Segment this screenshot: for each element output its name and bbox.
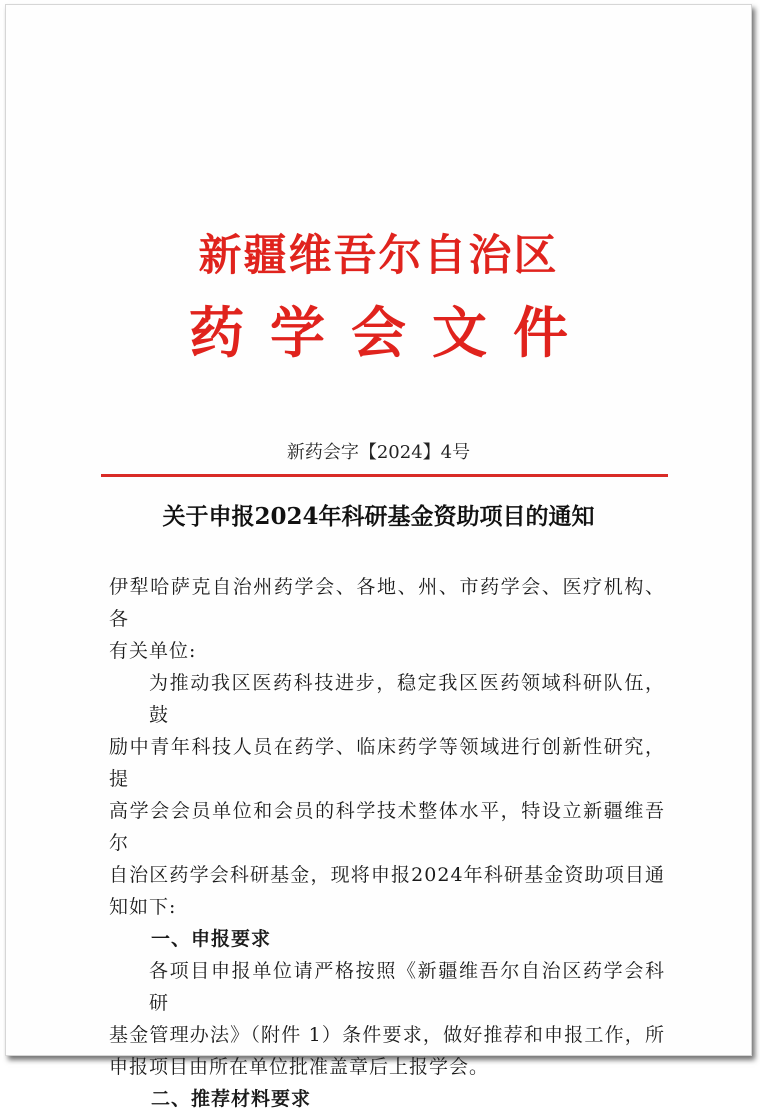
section1-line-2: 基金管理办法》（附件 1）条件要求，做好推荐和申报工作，所 (109, 1024, 665, 1046)
document-page (5, 4, 752, 1110)
red-separator-line (101, 474, 668, 477)
section1-heading: 一、申报要求 (151, 928, 272, 950)
paragraph1-line-3: 高学会会员单位和会员的科学技术整体水平，特设立新疆维吾尔 (109, 800, 665, 854)
addressee-line-2: 有关单位: (109, 640, 197, 662)
section1-line-3: 申报项目由所在单位批准盖章后上报学会。 (109, 1056, 490, 1078)
document-title: 关于申报2024年科研基金资助项目的通知 (162, 503, 595, 530)
paragraph1-line-1: 为推动我区医药科技进步，稳定我区医药领域科研队伍，鼓 (149, 672, 665, 726)
section1-line-1: 各项目申报单位请严格按照《新疆维吾尔自治区药学会科研 (149, 960, 665, 1014)
document-body (109, 571, 665, 1115)
issuer-header-line1: 新疆维吾尔自治区 (198, 231, 559, 281)
document-number: 新药会字【2024】4号 (286, 442, 471, 463)
paragraph1-line-4: 自治区药学会科研基金，现将申报2024年科研基金资助项目通 (109, 864, 665, 886)
addressee-line-1: 伊犁哈萨克自治州药学会、各地、州、市药学会、医疗机构、各 (109, 576, 665, 630)
section2-heading: 二、推荐材料要求 (151, 1088, 312, 1110)
paragraph1-line-5: 知如下: (109, 896, 177, 918)
issuer-header-line2: 药学会文件 (188, 300, 594, 365)
paragraph1-line-2: 励中青年科技人员在药学、临床药学等领域进行创新性研究，提 (109, 736, 665, 790)
